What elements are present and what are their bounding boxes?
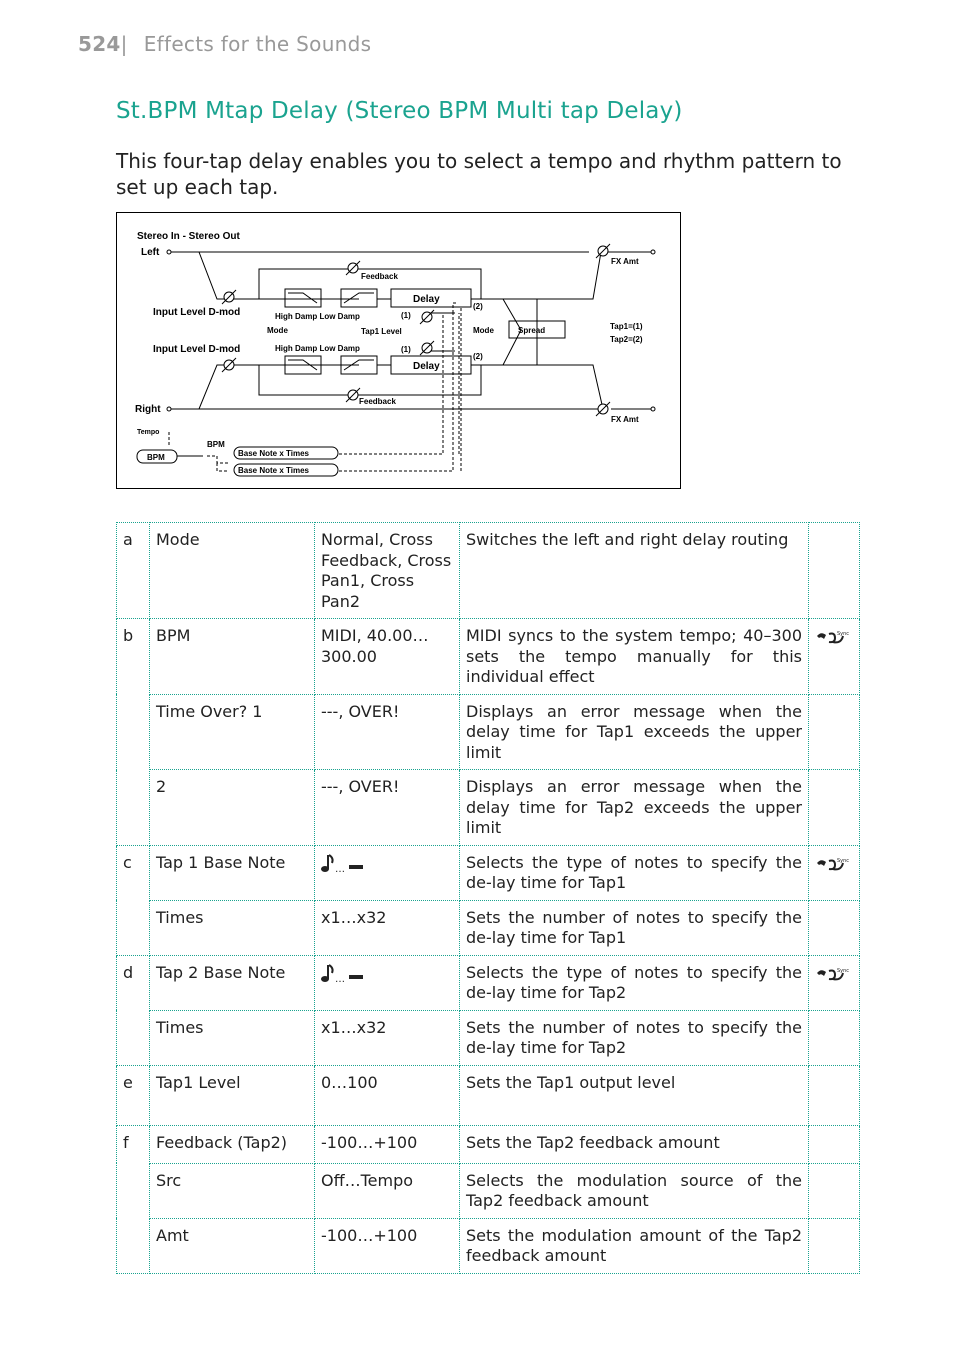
diagram-fx-amt-top: FX Amt xyxy=(611,257,639,266)
diagram-stereo-label: Stereo In - Stereo Out xyxy=(137,231,240,242)
table-row xyxy=(117,845,860,900)
svg-text:Sync: Sync xyxy=(837,631,849,637)
param-description: Sets the number of notes to specify the de-lay time for Tap1 xyxy=(460,900,809,955)
sync-icon xyxy=(809,619,860,695)
table-row xyxy=(117,619,860,695)
param-description: Switches the left and right delay routing xyxy=(460,523,809,619)
param-name: Times xyxy=(150,1010,315,1065)
param-name: Mode xyxy=(150,523,315,619)
param-description: Displays an error message when the delay time for Tap2 exceeds the upper limit xyxy=(460,770,809,846)
param-name: Tap 1 Base Note xyxy=(150,845,315,900)
diagram-right-label: Right xyxy=(135,404,161,415)
sync-icon xyxy=(809,955,860,1010)
diagram-bpm-box: BPM xyxy=(147,453,165,462)
table-row xyxy=(117,694,860,770)
table-row xyxy=(117,1163,860,1218)
param-letter: e xyxy=(117,1065,150,1125)
param-description: Selects the modulation source of the Tap2 feedback amount xyxy=(460,1163,809,1218)
param-value: x1…x32 xyxy=(315,1010,460,1065)
icon-cell xyxy=(809,1125,860,1163)
param-description: Sets the Tap2 feedback amount xyxy=(460,1125,809,1163)
param-name: Tap 2 Base Note xyxy=(150,955,315,1010)
icon-cell xyxy=(809,1065,860,1125)
diagram-damp-bottom: High Damp Low Damp xyxy=(275,344,360,353)
icon-cell xyxy=(809,1010,860,1065)
section-title: Effects for the Sounds xyxy=(143,32,372,56)
diagram-fx-amt-bottom: FX Amt xyxy=(611,415,639,424)
table-row xyxy=(117,770,860,846)
param-value: ---, OVER! xyxy=(315,770,460,846)
param-name: BPM xyxy=(150,619,315,695)
diagram-base-note-2: Base Note x Times xyxy=(238,466,309,475)
param-name: 2 xyxy=(150,770,315,846)
param-name: Times xyxy=(150,900,315,955)
note-range-icon xyxy=(315,845,460,900)
param-description: Selects the type of notes to specify the de-lay time for Tap2 xyxy=(460,955,809,1010)
diagram-tap2-eq: Tap2=(2) xyxy=(610,335,643,344)
icon-cell xyxy=(809,694,860,770)
diagram-delay-top: Delay xyxy=(413,294,440,305)
page-header xyxy=(78,32,371,56)
icon-cell xyxy=(809,770,860,846)
param-name: Tap1 Level xyxy=(150,1065,315,1125)
signal-flow-diagram xyxy=(116,212,681,489)
diagram-one-top: (1) xyxy=(401,311,411,320)
param-value: MIDI, 40.00…300.00 xyxy=(315,619,460,695)
param-value: -100…+100 xyxy=(315,1218,460,1273)
table-row xyxy=(117,523,860,619)
diagram-spread: Spread xyxy=(518,326,546,335)
table-row xyxy=(117,1218,860,1273)
diagram-mode-right: Mode xyxy=(473,326,494,335)
param-name: Time Over? 1 xyxy=(150,694,315,770)
param-value: x1…x32 xyxy=(315,900,460,955)
table-row xyxy=(117,955,860,1010)
param-letter: c xyxy=(117,845,150,955)
effect-intro: This four-tap delay enables you to select a tempo and rhythm pattern to set up each tap. xyxy=(116,149,842,199)
param-name: Src xyxy=(150,1163,315,1218)
sync-icon xyxy=(809,845,860,900)
param-value: -100…+100 xyxy=(315,1125,460,1163)
diagram-mode-left: Mode xyxy=(267,326,288,335)
page-number: 524 xyxy=(78,32,121,56)
diagram-input-level-bottom: Input Level D-mod xyxy=(153,344,241,355)
table-row xyxy=(117,1125,860,1163)
parameter-table xyxy=(116,522,860,1274)
param-letter: d xyxy=(117,955,150,1065)
param-description: Displays an error message when the delay time for Tap1 exceeds the upper limit xyxy=(460,694,809,770)
table-row xyxy=(117,1010,860,1065)
icon-cell xyxy=(809,523,860,619)
diagram-two-bottom: (2) xyxy=(473,352,483,361)
svg-text:Sync: Sync xyxy=(837,857,849,864)
diagram-damp-top: High Damp Low Damp xyxy=(275,312,360,321)
icon-cell xyxy=(809,1218,860,1273)
param-value: Normal, Cross Feedback, Cross Pan1, Cross Pan2 xyxy=(315,523,460,619)
icon-cell xyxy=(809,1163,860,1218)
effect-title: St.BPM Mtap Delay (Stereo BPM Multi tap Delay) xyxy=(116,98,683,124)
diagram-two-top: (2) xyxy=(473,302,483,311)
diagram-tap1-eq: Tap1=(1) xyxy=(610,322,643,331)
icon-cell xyxy=(809,900,860,955)
param-description: Selects the type of notes to specify the de-lay time for Tap1 xyxy=(460,845,809,900)
svg-text:Sync: Sync xyxy=(837,967,849,974)
note-range-icon xyxy=(315,955,460,1010)
param-value: 0…100 xyxy=(315,1065,460,1125)
diagram-tempo: Tempo xyxy=(137,429,160,436)
param-description: MIDI syncs to the system tempo; 40–300 sets the tempo manually for this individual effect xyxy=(460,619,809,695)
param-name: Feedback (Tap2) xyxy=(150,1125,315,1163)
param-letter: f xyxy=(117,1125,150,1273)
svg-text:…: … xyxy=(335,973,345,985)
param-letter: a xyxy=(117,523,150,619)
param-description: Sets the number of notes to specify the de-lay time for Tap2 xyxy=(460,1010,809,1065)
table-row xyxy=(117,900,860,955)
diagram-left-label: Left xyxy=(141,247,160,258)
param-description: Sets the Tap1 output level xyxy=(460,1065,809,1125)
param-description: Sets the modulation amount of the Tap2 feedback amount xyxy=(460,1218,809,1273)
diagram-base-note-1: Base Note x Times xyxy=(238,449,309,458)
header-separator: | xyxy=(120,32,128,56)
param-name: Amt xyxy=(150,1218,315,1273)
diagram-delay-bottom: Delay xyxy=(413,361,440,372)
diagram-feedback-top: Feedback xyxy=(361,272,398,281)
diagram-feedback-bottom: Feedback xyxy=(359,397,396,406)
diagram-input-level-top: Input Level D-mod xyxy=(153,307,241,318)
diagram-bpm-label: BPM xyxy=(207,440,225,449)
diagram-tap1-level: Tap1 Level xyxy=(361,327,402,336)
table-row xyxy=(117,1065,860,1125)
param-letter: b xyxy=(117,619,150,846)
param-value: ---, OVER! xyxy=(315,694,460,770)
diagram-one-bottom: (1) xyxy=(401,345,411,354)
param-value: Off…Tempo xyxy=(315,1163,460,1218)
svg-text:…: … xyxy=(335,863,345,875)
